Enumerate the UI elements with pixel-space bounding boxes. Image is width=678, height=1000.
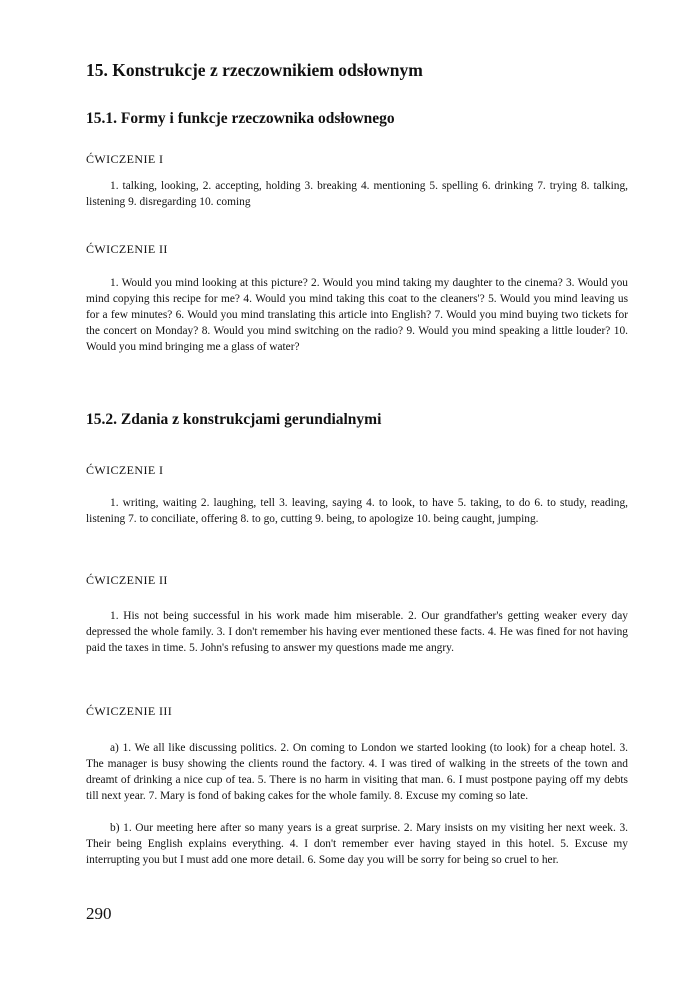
exercise-heading: ĆWICZENIE I <box>86 152 164 166</box>
exercise-heading: ĆWICZENIE II <box>86 242 168 256</box>
exercise-answers: 1. writing, waiting 2. laughing, tell 3. leaving, saying 4. to look, to have 5. taking, to do 6. to study, reading, listening 7. to conciliate, offering 8. to go, cutting 9. being, to apologize 10. being caught, jumping. <box>86 497 628 525</box>
section-title-15-2: 15.2. Zdania z konstrukcjami gerundialnymi <box>86 411 382 428</box>
exercise-heading: ĆWICZENIE I <box>86 463 164 477</box>
section-title-15-1: 15.1. Formy i funkcje rzeczownika odsłownego <box>86 110 395 127</box>
exercise-answers-part-a: a) 1. We all like discussing politics. 2. On coming to London we started looking (to look) for a cheap hotel. 3. The manager is busy showing the clients round the factory. 4. I was tired of walking in the streets of the town and dreamt of drinking a nice cup of tea. 5. There is no harm in visiting that man. 6. I must postpone paying off my debts till next year. 7. Mary is fond of baking cakes for the whole family. 8. Excuse my coming so late. <box>86 742 628 802</box>
exercise-answers-part-b: b) 1. Our meeting here after so many years is a great surprise. 2. Mary insists on my visiting her next week. 3. Their being English explains everything. 4. I don't remember ever having stayed in this hotel. 5. Excuse my interrupting you but I must add one more detail. 6. Some day you will be sorry for being so cruel to her. <box>86 822 628 866</box>
chapter-title: 15. Konstrukcje z rzeczownikiem odsłownym <box>86 60 423 80</box>
exercise-answers: 1. His not being successful in his work made him miserable. 2. Our grandfather's getting weaker every day depressed the whole family. 3. I don't remember his having ever mentioned these facts. 4. He was fined for not having paid the taxes in time. 5. John's refusing to answer my questions made me angry. <box>86 610 628 654</box>
exercise-answers: 1. Would you mind looking at this picture? 2. Would you mind taking my daughter to the cinema? 3. Would you mind copying this recipe for me? 4. Would you mind taking this coat to the cleaners'? 5. Would you mind leaving us for a few minutes? 6. Would you mind translating this article into English? 7. Would you mind buying two tickets for the concert on Monday? 8. Would you mind switching on the radio? 9. Would you mind speaking a little louder? 10. Would you mind bringing me a glass of water? <box>86 277 628 353</box>
exercise-answers: 1. talking, looking, 2. accepting, holding 3. breaking 4. mentioning 5. spelling 6. drinking 7. trying 8. talking, listening 9. disregarding 10. coming <box>86 180 628 208</box>
exercise-heading: ĆWICZENIE III <box>86 704 173 718</box>
page-number: 290 <box>86 904 112 923</box>
exercise-heading: ĆWICZENIE II <box>86 573 168 587</box>
